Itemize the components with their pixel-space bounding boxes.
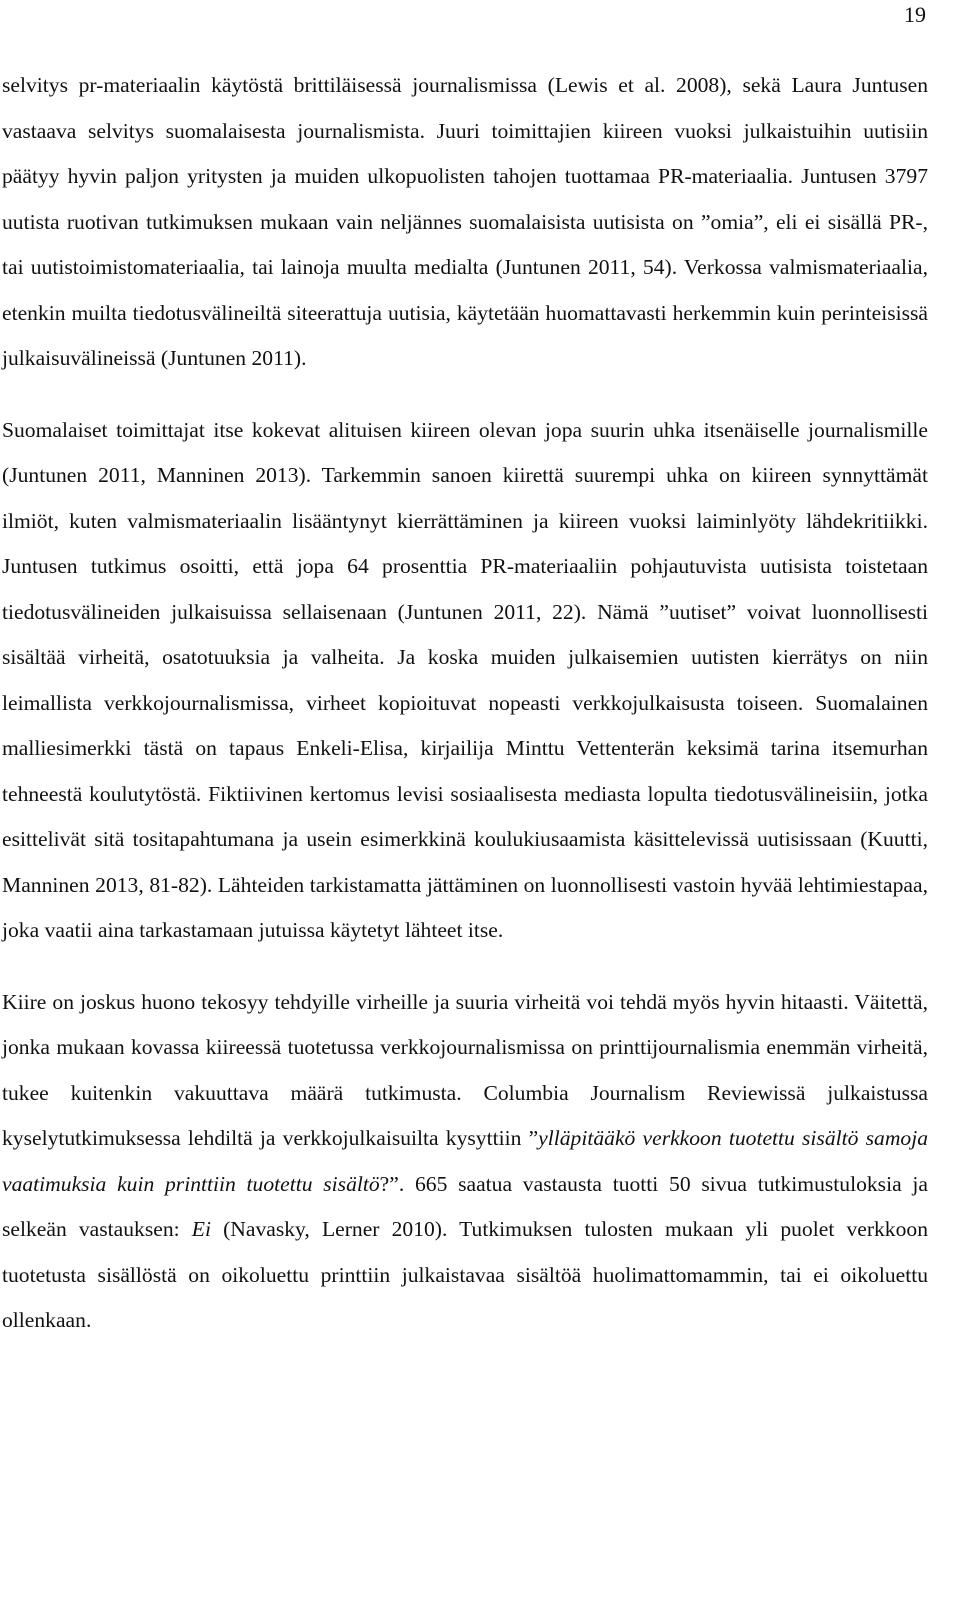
paragraph-text: Kiire on joskus huono tekosyy tehdyille virheille ja suuria virheitä voi tehdä myös hyvin hitaasti. Väitettä, jonka mukaan kovassa kiireessä tuotetussa verkkojournalismissa on printtijournalismia enemmän virheitä, tukee kuitenkin vakuuttava määrä tutkimusta. Columbia Journalism Reviewissä julkaistussa kyselytutkimuksessa lehdiltä ja verkkojulkaisuilta kysyttiin ” bbox=[2, 989, 928, 1150]
page-number: 19 bbox=[904, 2, 926, 27]
paragraph-text: selvitys pr-materiaalin käytöstä brittiläisessä journalismissa (Lewis et al. 2008), sekä Laura Juntusen vastaava selvitys suomalaisesta journalismista. Juuri toimittajien kiireen vuoksi julkaistuihin uutisiin päätyy hyvin paljon yritysten ja muiden ulkopuolisten tahojen tuottamaa PR-materiaalia. Juntusen 3797 uutista ruotivan tutkimuksen mukaan vain neljännes suomalaisista uutisista on ”omia”, eli ei sisällä PR-, tai uutistoimistomateriaalia, tai lainoja muulta medialta (Juntunen 2011, 54). Verkossa valmismateriaalia, etenkin muilta tiedotusvälineiltä siteerattuja uutisia, käytetään huomattavasti herkemmin kuin perinteisissä julkaisuvälineissä (Juntunen 2011). bbox=[2, 73, 928, 370]
answer-italic: Ei bbox=[191, 1217, 211, 1241]
paragraph bbox=[2, 980, 928, 1344]
paragraph-text: Suomalaiset toimittajat itse kokevat alituisen kiireen olevan jopa suurin uhka itsenäiselle journalismille (Juntunen 2011, Manninen 2013). Tarkemmin sanoen kiirettä suurempi uhka on kiireen synnyttämät ilmiöt, kuten valmismateriaalin lisääntynyt kierrättäminen ja kiireen vuoksi laiminlyöty lähdekritiikki. Juntusen tutkimus osoitti, että jopa 64 prosenttia PR-materiaaliin pohjautuvista uutisista toistetaan tiedotusvälineiden julkaisuissa sellaisenaan (Juntunen 2011, 22). Nämä ”uutiset” voivat luonnollisesti sisältää virheitä, osatotuuksia ja valheita. Ja koska muiden julkaisemien uutisten kierrätys on niin leimallista verkkojournalismissa, virheet kopioituvat nopeasti verkkojulkaisusta toiseen. Suomalainen malliesimerkki tästä on tapaus Enkeli-Elisa, kirjailija Minttu Vettenterän keksimä tarina itsemurhan tehneestä koulutytöstä. Fiktiivinen kertomus levisi sosiaalisesta mediasta lopulta tiedotusvälineisiin, jotka esittelivät sitä tositapahtumana ja usein esimerkkinä koulukiusaamista käsittelevissä uutisissaan (Kuutti, Manninen 2013, 81-82). Lähteiden tarkistamatta jättäminen on luonnollisesti vastoin hyvää lehtimiestapaa, joka vaatii aina tarkastamaan jutuissa käytetyt lähteet itse. bbox=[2, 417, 928, 942]
paragraph-text: ?”. 665 saatua vastausta tuotti 50 sivua tutkimustuloksia ja selkeän vastauksen: bbox=[2, 1171, 928, 1241]
paragraph bbox=[2, 63, 928, 382]
survey-question-italic: ylläpitääkö verkkoon tuotettu sisältö samoja vaatimuksia kuin printtiin tuotettu sisältö bbox=[2, 1126, 929, 1196]
paragraph-text: (Navasky, Lerner 2010). Tutkimuksen tulosten mukaan yli puolet verkkoon tuotetusta sisällöstä on oikoluettu printtiin julkaistavaa sisältöä huolimattomammin, tai ei oikoluettu ollenkaan. bbox=[2, 1217, 928, 1332]
body-text bbox=[2, 63, 928, 1344]
paragraph bbox=[2, 408, 928, 954]
